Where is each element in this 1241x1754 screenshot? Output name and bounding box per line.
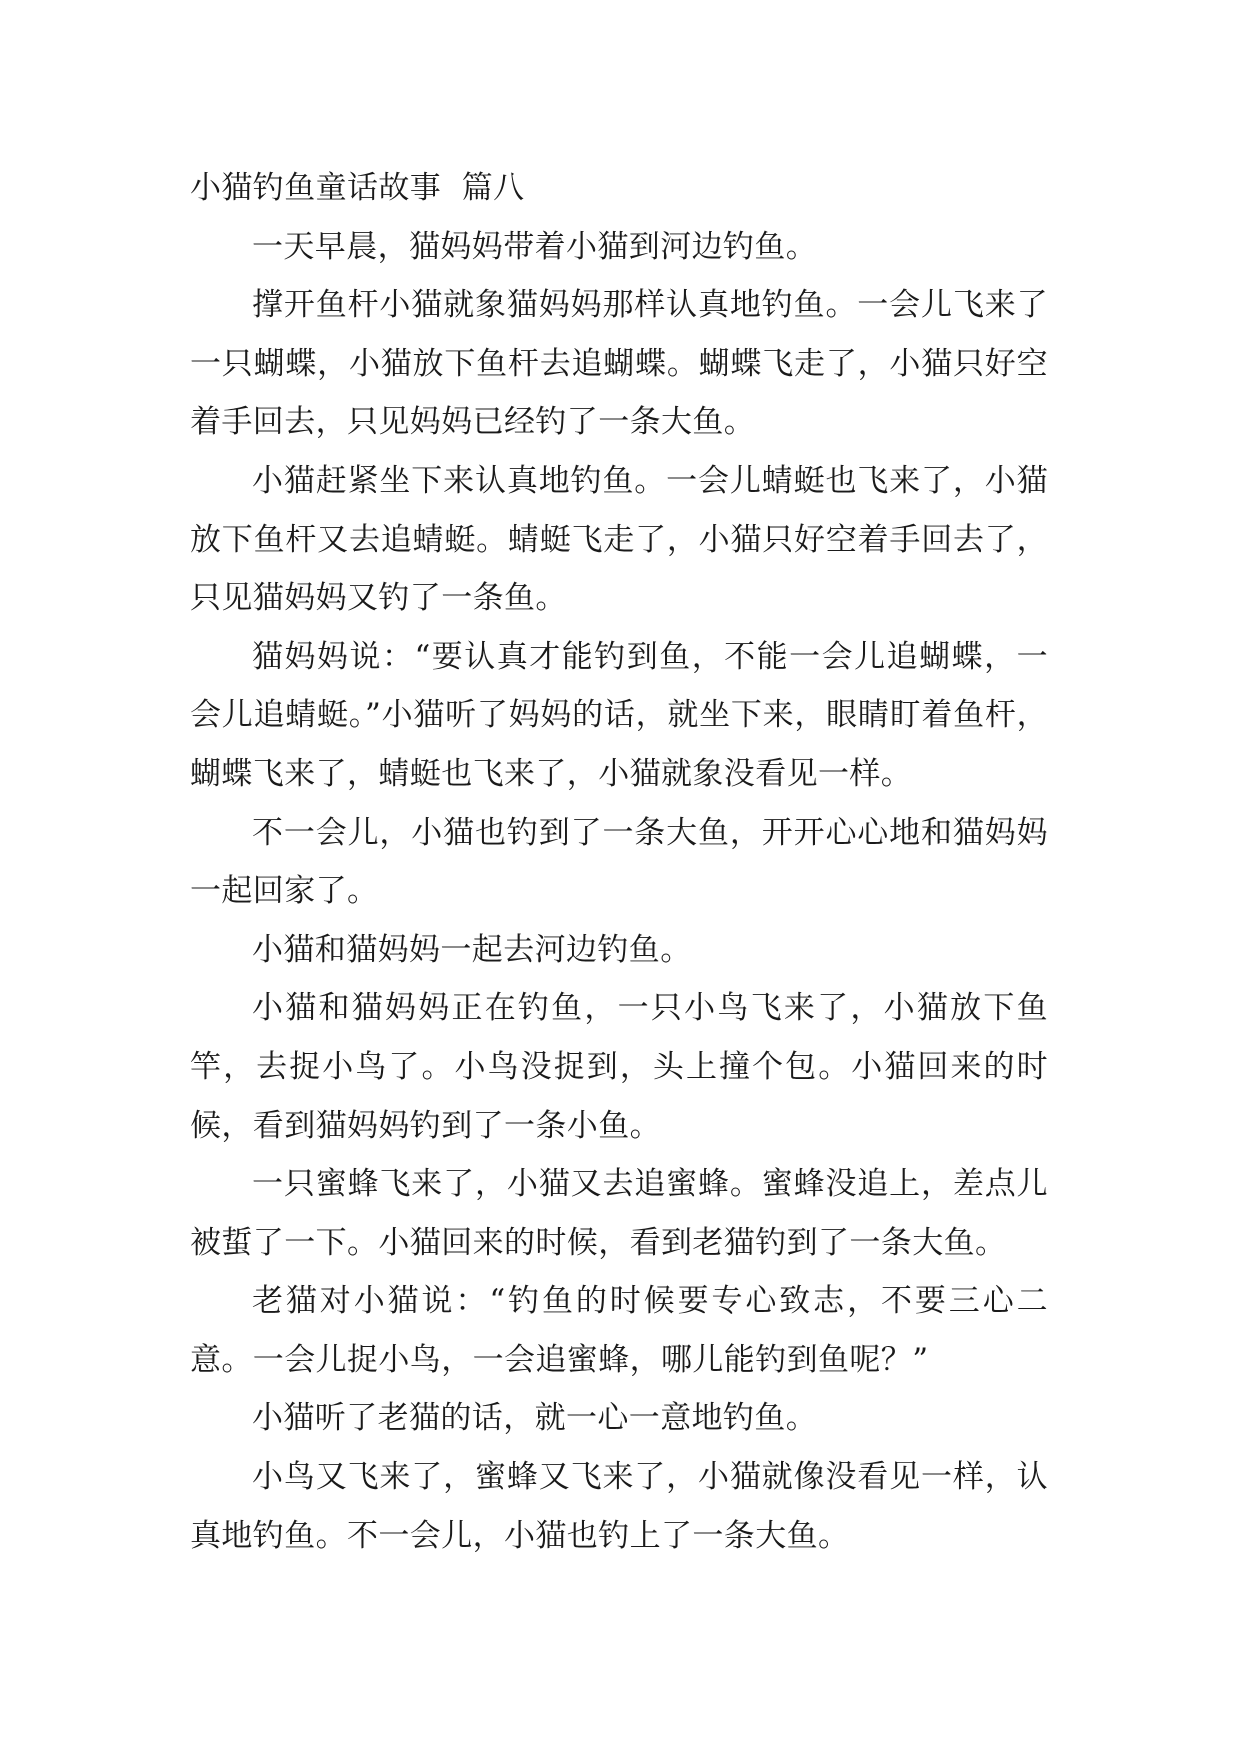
paragraph: 小猫听了老猫的话，就一心一意地钓鱼。	[252, 1400, 818, 1437]
paragraph: 老猫对小猫说：“钓鱼的时候要专心致志，不要三心二意。一会儿捉小鸟，一会追蜜蜂，哪儿能钓到鱼呢？”	[190, 1283, 1048, 1378]
paragraph: 小猫和猫妈妈一起去河边钓鱼。	[252, 931, 692, 968]
paragraph: 不一会儿，小猫也钓到了一条大鱼，开开心心地和猫妈妈一起回家了。	[190, 814, 1048, 910]
document-title: 小猫钓鱼童话故事 篇八	[190, 170, 525, 206]
paragraph: 一天早晨，猫妈妈带着小猫到河边钓鱼。	[252, 228, 818, 265]
paragraph: 小鸟又飞来了，蜜蜂又飞来了，小猫就像没看见一样，认真地钓鱼。不一会儿，小猫也钓上了一条大鱼。	[190, 1459, 1048, 1554]
paragraph: 小猫赶紧坐下来认真地钓鱼。一会儿蜻蜓也飞来了，小猫放下鱼杆又去追蜻蜓。蜻蜓飞走了，小猫只好空着手回去了，只见猫妈妈又钓了一条鱼。	[190, 462, 1048, 617]
paragraph: 猫妈妈说：“要认真才能钓到鱼，不能一会儿追蝴蝶，一会儿追蜻蜓。”小猫听了妈妈的话，就坐下来，眼睛盯着鱼杆，蝴蝶飞来了，蜻蜓也飞来了，小猫就象没看见一样。	[190, 638, 1048, 792]
paragraph: 小猫和猫妈妈正在钓鱼，一只小鸟飞来了，小猫放下鱼竿，去捉小鸟了。小鸟没捉到，头上撞个包。小猫回来的时候，看到猫妈妈钓到了一条小鱼。	[190, 990, 1048, 1144]
paragraph: 一只蜜蜂飞来了，小猫又去追蜜蜂。蜜蜂没追上，差点儿被蜇了一下。小猫回来的时候，看到老猫钓到了一条大鱼。	[190, 1166, 1048, 1261]
document-body	[190, 159, 1048, 1565]
paragraph: 撑开鱼杆小猫就象猫妈妈那样认真地钓鱼。一会儿飞来了一只蝴蝶，小猫放下鱼杆去追蝴蝶。蝴蝶飞走了，小猫只好空着手回去，只见妈妈已经钓了一条大鱼。	[190, 287, 1048, 441]
